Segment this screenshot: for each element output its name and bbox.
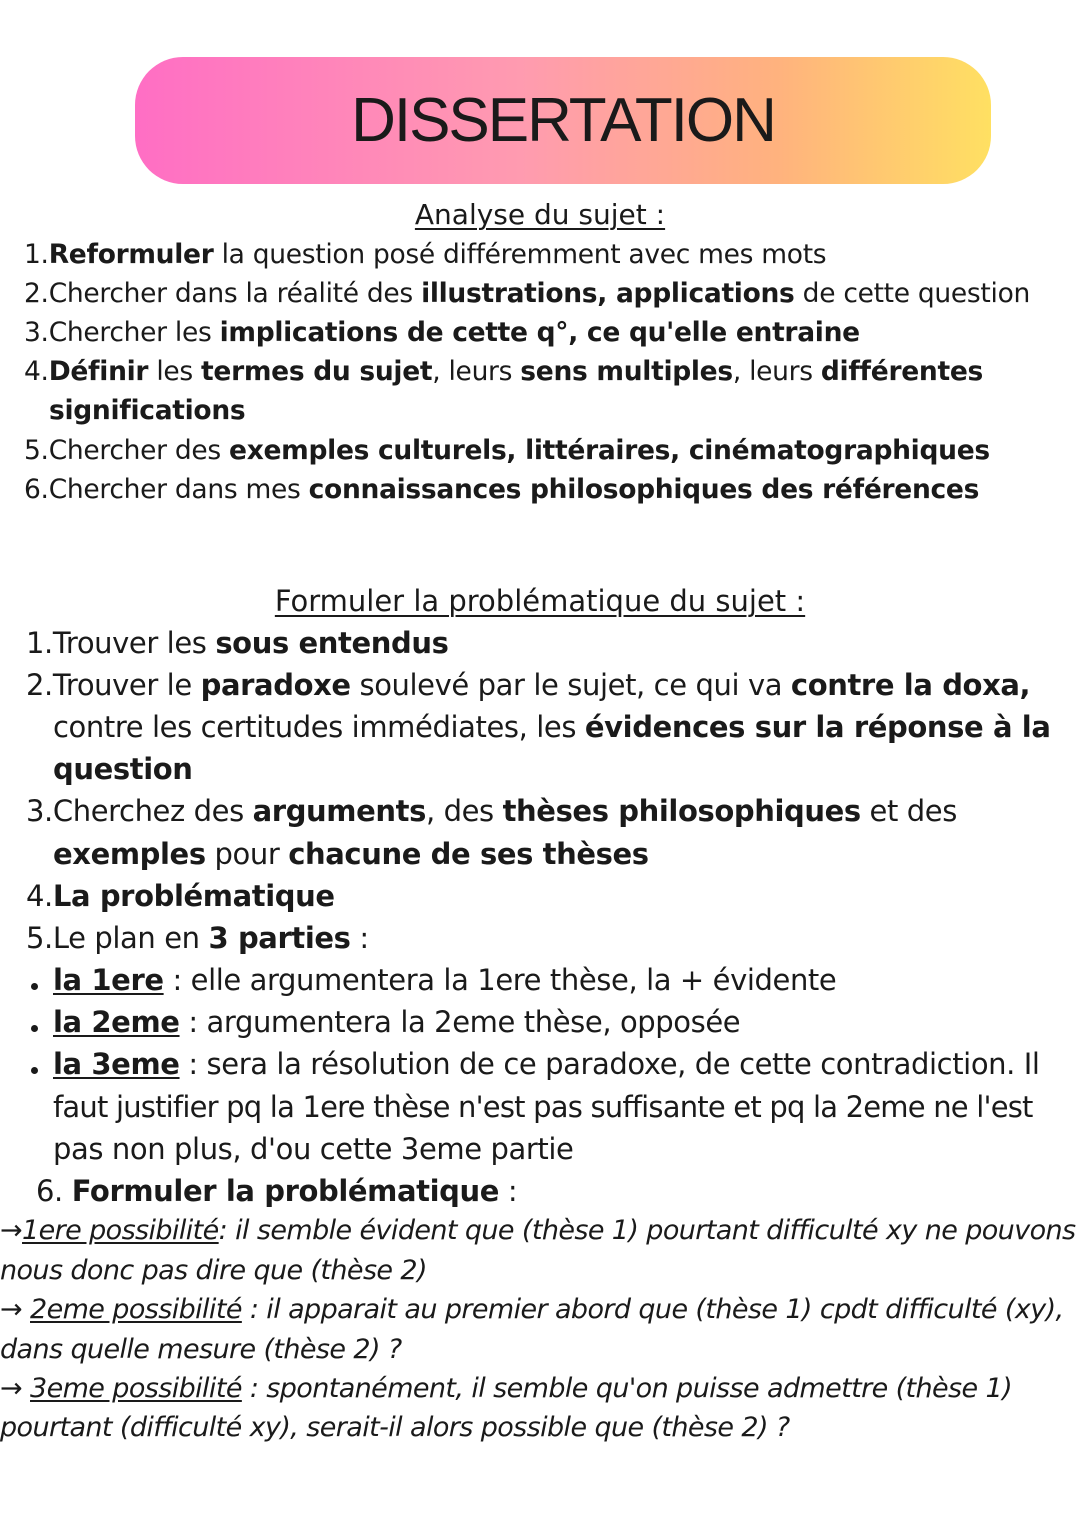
item-number: 2. <box>26 668 53 702</box>
list-item <box>24 474 979 505</box>
item-text: : <box>350 921 369 955</box>
bullet-text: : sera la résolution de ce paradoxe, de cette contradiction. Il <box>179 1047 1040 1081</box>
item-number: 4. <box>24 356 49 387</box>
bullet-dot <box>31 983 38 990</box>
item-bold-text: question <box>53 752 193 786</box>
item-bold-text: sens multiples <box>520 356 733 387</box>
list-item-continuation <box>53 752 193 786</box>
item-text: pour <box>205 837 289 871</box>
list-item <box>24 317 860 348</box>
section-heading-analyse: Analyse du sujet : <box>414 198 666 231</box>
bullet-item <box>53 1005 740 1039</box>
item-bold-text: évidences sur la réponse à la <box>584 710 1051 744</box>
possibility-line <box>0 1294 1064 1325</box>
possibility-text: : spontanément, il semble qu'on puisse admettre (thèse 1) <box>241 1373 1013 1404</box>
item-bold-text: exemples culturels, littéraires, cinématographiques <box>229 435 990 466</box>
item-bold-text: La problématique <box>52 879 335 913</box>
list-item <box>24 356 983 387</box>
bullet-label: la 3eme <box>53 1047 180 1081</box>
item-text: la question posé différemment avec mes mots <box>213 239 827 270</box>
item-text: Le plan en <box>52 921 209 955</box>
list-item-continuation <box>53 837 649 871</box>
item-number: 1. <box>26 626 53 660</box>
page-title: DISSERTATION <box>351 86 775 155</box>
item-text: : <box>499 1174 518 1208</box>
item-text: Chercher des <box>48 435 230 466</box>
section-heading-problematique: Formuler la problématique du sujet : <box>274 584 806 618</box>
item-text: les <box>148 356 202 387</box>
bullet-text: : argumentera la 2eme thèse, opposée <box>179 1005 741 1039</box>
item-bold-text: illustrations, applications <box>421 278 795 309</box>
item-text: Cherchez des <box>52 794 253 828</box>
item-bold-text: chacune de ses thèses <box>288 837 649 871</box>
item-number: 5. <box>26 921 53 955</box>
list-item <box>26 921 369 955</box>
item-bold-text: Reformuler <box>48 239 214 270</box>
possibility-continuation: dans quelle mesure (thèse 2) ? <box>0 1334 402 1365</box>
possibility-line <box>0 1373 1012 1404</box>
arrow-icon: → <box>0 1373 23 1404</box>
possibility-continuation: nous donc pas dire que (thèse 2) <box>0 1255 427 1286</box>
item-bold-text: arguments <box>252 794 426 828</box>
arrow-icon: → <box>0 1215 23 1246</box>
item-text: soulevé par le sujet, ce qui va <box>350 668 791 702</box>
possibility-continuation: pourtant (difficulté xy), serait-il alors possible que (thèse 2) ? <box>0 1412 790 1443</box>
item-number: 5. <box>24 435 49 466</box>
list-item-continuation <box>49 395 245 426</box>
item-text: , leurs <box>432 356 521 387</box>
item-text: Chercher dans la réalité des <box>48 278 422 309</box>
list-item <box>36 1174 517 1208</box>
possibility-line <box>0 1215 1075 1246</box>
item-bold-text: 3 parties <box>208 921 351 955</box>
item-text: et des <box>860 794 957 828</box>
list-item <box>26 879 335 913</box>
list-item <box>26 668 1030 702</box>
bullet-label: la 1ere <box>53 963 164 997</box>
title-banner <box>135 57 991 184</box>
bullet-label: la 2eme <box>53 1005 180 1039</box>
list-item <box>26 626 448 660</box>
item-bold-text: contre la doxa, <box>790 668 1031 702</box>
item-number: 4. <box>26 879 53 913</box>
item-text: Trouver les <box>52 626 216 660</box>
item-text: Trouver le <box>52 668 201 702</box>
item-bold-text: significations <box>49 395 246 426</box>
item-number: 3. <box>24 317 49 348</box>
item-text: de cette question <box>794 278 1030 309</box>
item-bold-text: exemples <box>53 837 206 871</box>
bullet-item <box>53 963 836 997</box>
item-number: 1. <box>24 239 49 270</box>
list-item <box>24 239 826 270</box>
possibility-label: 1ere possibilité <box>22 1215 219 1246</box>
item-text: , des <box>425 794 503 828</box>
possibility-text: : il apparait au premier abord que (thèse 1) cpdt difficulté (xy), <box>241 1294 1064 1325</box>
list-item-continuation <box>53 710 1051 744</box>
possibility-label: 2eme possibilité <box>30 1294 242 1325</box>
item-bold-text: sous entendus <box>215 626 449 660</box>
item-number: 2. <box>24 278 49 309</box>
bullet-dot <box>31 1025 38 1032</box>
possibility-text: : il semble évident que (thèse 1) pourtant difficulté xy ne pouvons <box>218 1215 1076 1246</box>
list-item <box>24 278 1030 309</box>
item-bold-text: implications de cette q°, ce qu'elle entraine <box>219 317 860 348</box>
arrow-icon: → <box>0 1294 23 1325</box>
item-text: , leurs <box>732 356 821 387</box>
item-text: Chercher les <box>48 317 220 348</box>
item-text: Chercher dans mes <box>48 474 309 505</box>
item-number: 6. <box>24 474 49 505</box>
bullet-continuation: pas non plus, d'ou cette 3eme partie <box>53 1132 574 1166</box>
item-bold: Formuler la problématique <box>71 1174 500 1208</box>
list-item <box>24 435 990 466</box>
item-text: contre les certitudes immédiates, les <box>53 710 585 744</box>
item-bold-text: Définir <box>48 356 149 387</box>
bullet-item <box>53 1047 1040 1081</box>
item-bold-text: différentes <box>820 356 983 387</box>
possibility-label: 3eme possibilité <box>30 1373 242 1404</box>
bullet-text: : elle argumentera la 1ere thèse, la + évidente <box>163 963 837 997</box>
item-number: 3. <box>26 794 53 828</box>
bullet-continuation: faut justifier pq la 1ere thèse n'est pas suffisante et pq la 2eme ne l'est <box>53 1090 1033 1124</box>
bullet-dot <box>31 1067 38 1074</box>
item-bold-text: termes du sujet <box>201 356 433 387</box>
item-bold-text: connaissances philosophiques des références <box>308 474 980 505</box>
item-bold-text: paradoxe <box>200 668 351 702</box>
item-bold-text: thèses philosophiques <box>502 794 861 828</box>
list-item <box>26 794 957 828</box>
item-number: 6. <box>36 1174 72 1208</box>
